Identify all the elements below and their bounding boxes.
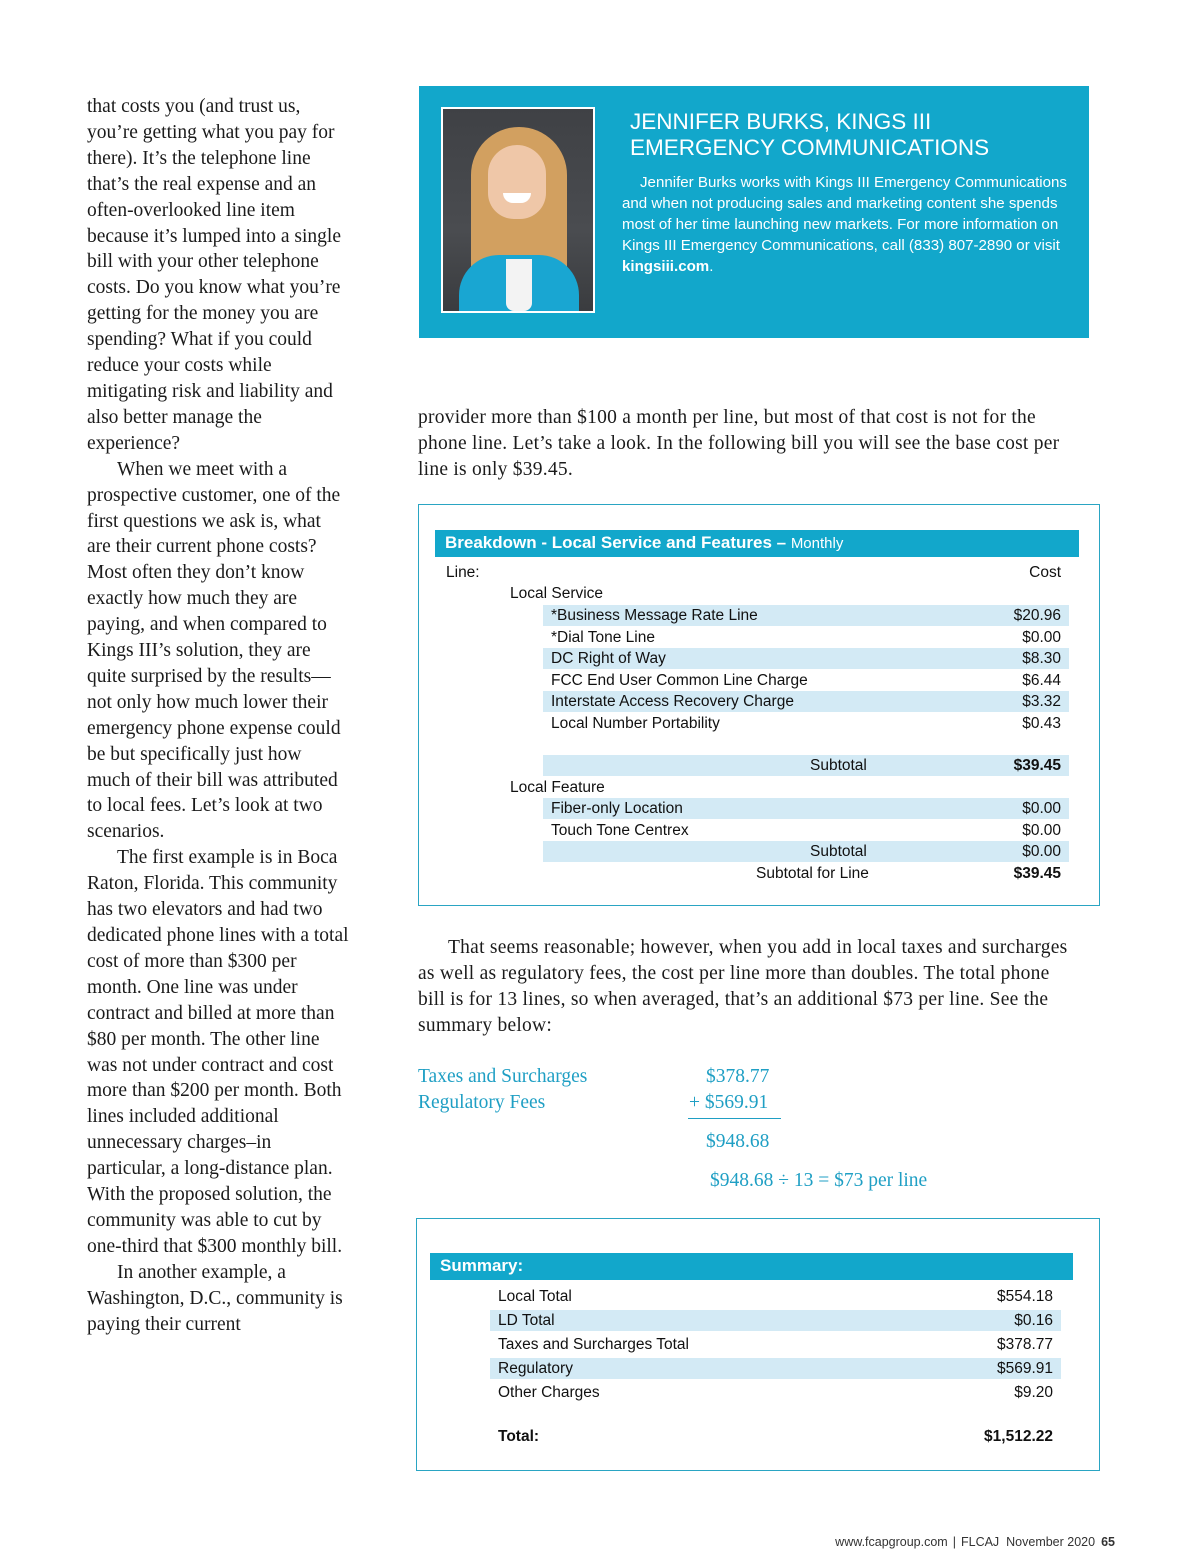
local-service-label: Local Service bbox=[510, 585, 604, 602]
table-row: Interstate Access Recovery Charge $3.32 bbox=[543, 691, 1069, 712]
left-paragraph-1: that costs you (and trust us, you’re getting what you pay for there). It’s the telephone line that’s the real expense and an often-overlooked line item because it’s lumped into a single bill with your other telephone costs. Do you know what you’re getting for the money you are spending? What if you could reduce your costs while mitigating risk and liability and also better manage the experience? bbox=[87, 96, 341, 454]
table-row: Other Charges $9.20 bbox=[498, 1384, 1053, 1401]
table-row: Regulatory $569.91 bbox=[490, 1358, 1061, 1379]
left-column-text bbox=[87, 94, 349, 1338]
left-paragraph-4: In another example, a Washington, D.C., community is paying their current bbox=[87, 1261, 343, 1335]
table-row: FCC End User Common Line Charge $6.44 bbox=[551, 672, 1061, 689]
table-row: Local Total $554.18 bbox=[498, 1288, 1053, 1305]
body-paragraph-1: provider more than $100 a month per line, but most of that cost is not for the phone line. Let’s take a look. In the following bill you will see the base cost per line is only $39.45. bbox=[418, 407, 1060, 480]
body-paragraph-2: That seems reasonable; however, when you add in local taxes and surcharges as well as regulatory fees, the cost per line more than doubles. The total phone bill is for 13 lines, so when averaged, that’s an additional $73 per line. See the summary below: bbox=[418, 937, 1068, 1036]
subtotal-for-line-row: Subtotal for Line $39.45 bbox=[756, 865, 1061, 882]
sum-divider bbox=[688, 1118, 781, 1119]
footer-issue: November 2020 bbox=[1006, 1535, 1096, 1549]
page-footer: www.fcapgroup.com | FLCAJ November 2020 65 bbox=[835, 1535, 1115, 1549]
breakdown-title-suffix: Monthly bbox=[790, 535, 844, 552]
author-bio-text: Jennifer Burks works with Kings III Emergency Communications and when not producing sales and marketing content she spends most of her time launching new markets. For more information on Kings III Emergency Communications, call (833) 807-2890 or visit bbox=[622, 174, 1067, 254]
footer-publication: FLCAJ bbox=[960, 1535, 1000, 1549]
regulatory-value: + $569.91 bbox=[689, 1092, 769, 1113]
table-row: *Business Message Rate Line $20.96 bbox=[543, 605, 1069, 626]
regulatory-label: Regulatory Fees bbox=[418, 1092, 546, 1113]
author-website-link[interactable]: kingsiii.com bbox=[622, 258, 710, 275]
table-row: Touch Tone Centrex $0.00 bbox=[551, 822, 1061, 839]
author-bio-box bbox=[419, 86, 1089, 338]
summary-title: Summary: bbox=[440, 1256, 524, 1275]
left-paragraph-3: The first example is in Boca Raton, Florida. This community has two elevators and had two dedicated phone lines with a total cost of more than $300 per month. One line was under contract and billed at more than $80 per month. The other line was not under contract and cost more than $200 per month. Both lines included additional unnecessary charges–in particular, a long-distance plan. With the proposed solution, the community was able to cut by one-third that $300 monthly bill. bbox=[87, 847, 349, 1257]
breakdown-title-bar bbox=[435, 530, 1079, 557]
table-row: Local Number Portability $0.43 bbox=[551, 715, 1061, 732]
taxes-value: $378.77 bbox=[706, 1066, 770, 1087]
left-paragraph-2: When we meet with a prospective customer, one of the first questions we ask is, what are their current phone costs? Most often they don’t know exactly how much they are paying, and when compared to Kings III’s solution, they are quite surprised by the results—not only how much lower their emergency phone expense could be but specifically just how much of their bill was attributed to local fees. Let’s look at two scenarios. bbox=[87, 458, 341, 843]
footer-website: www.fcapgroup.com bbox=[835, 1535, 948, 1549]
local-feature-label: Local Feature bbox=[510, 779, 605, 796]
taxes-label: Taxes and Surcharges bbox=[418, 1066, 588, 1087]
summary-table bbox=[416, 1218, 1100, 1471]
table-row: *Dial Tone Line $0.00 bbox=[551, 629, 1061, 646]
breakdown-table bbox=[418, 504, 1100, 906]
table-row: DC Right of Way $8.30 bbox=[543, 648, 1069, 669]
summary-title-bar bbox=[430, 1253, 1073, 1280]
table-row: LD Total $0.16 bbox=[490, 1310, 1061, 1331]
author-photo bbox=[441, 107, 595, 313]
line-header: Line: bbox=[446, 564, 480, 581]
breakdown-title: Breakdown - Local Service and Features – bbox=[445, 533, 787, 552]
author-name: JENNIFER BURKS, KINGS III EMERGENCY COMMUNICATIONS bbox=[630, 109, 990, 160]
page-number: 65 bbox=[1101, 1535, 1115, 1549]
author-bio bbox=[622, 172, 1067, 277]
author-bio-end: . bbox=[709, 258, 714, 275]
cost-header: Cost bbox=[1029, 564, 1061, 581]
table-row: Taxes and Surcharges Total $378.77 bbox=[498, 1336, 1053, 1353]
local-service-subtotal-row: Subtotal $39.45 bbox=[543, 755, 1069, 776]
sum-value: $948.68 bbox=[706, 1131, 770, 1152]
summary-total-row: Total: $1,512.22 bbox=[498, 1428, 1053, 1445]
table-row: Fiber-only Location $0.00 bbox=[543, 798, 1069, 819]
per-line-equation: $948.68 ÷ 13 = $73 per line bbox=[710, 1170, 928, 1191]
local-feature-subtotal-row: Subtotal $0.00 bbox=[543, 841, 1069, 862]
